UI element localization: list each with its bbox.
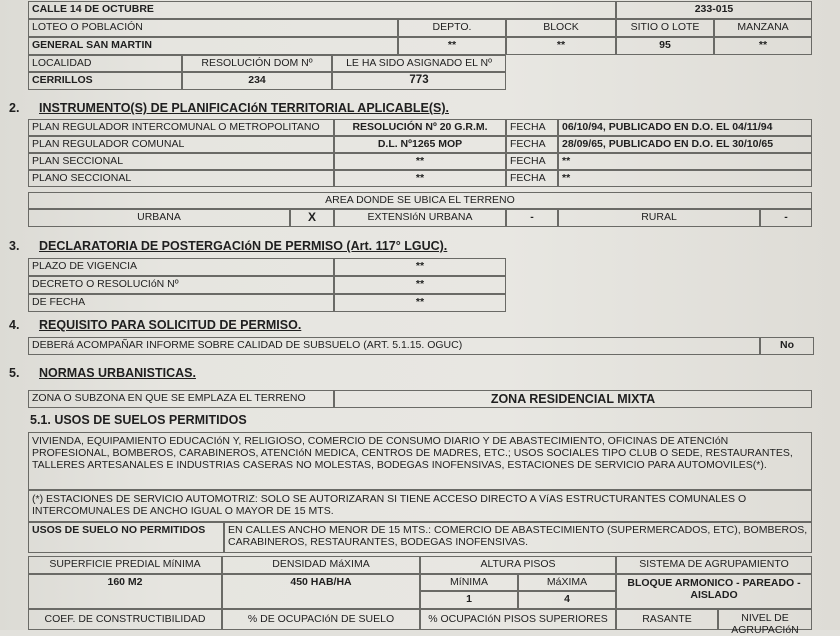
zona-label: ZONA O SUBZONA EN QUE SE EMPLAZA EL TERRENO xyxy=(28,390,334,408)
punch-mark xyxy=(0,117,5,127)
loteo-value: GENERAL SAN MARTIN xyxy=(28,37,398,55)
plan-row-1-value: RESOLUCIÓN Nº 20 G.R.M. xyxy=(334,119,506,136)
plan-row-3-fecha-value: ** xyxy=(558,153,812,170)
ocupacion-superiores-label: % OCUPACIóN PISOS SUPERIORES xyxy=(420,609,616,630)
postergacion-row-1-label: PLAZO DE VIGENCIA xyxy=(28,258,334,276)
section-4-title: 4. REQUISITO PARA SOLICITUD DE PERMISO. xyxy=(9,318,302,332)
no-permitidos-text: EN CALLES ANCHO MENOR DE 15 MTS.: COMERCIO DE ABASTECIMIENTO (SUPERMERCADOS, ETC), BOMBEROS, CARABINEROS, RESTAURANTES, BODEGAS INOFENSIVAS. xyxy=(224,522,812,553)
plan-row-4-fecha-label: FECHA xyxy=(506,170,558,187)
sitio-label: SITIO O LOTE xyxy=(616,19,714,37)
altura-min-value: 1 xyxy=(420,591,518,609)
altura-min-label: MíNIMA xyxy=(420,574,518,591)
usos-permitidos-title: 5.1. USOS DE SUELOS PERMITIDOS xyxy=(30,413,247,427)
plan-row-1-fecha-value: 06/10/94, PUBLICADO EN D.O. EL 04/11/94 xyxy=(558,119,812,136)
agrupamiento-value: BLOQUE ARMONICO - PAREADO - AISLADO xyxy=(616,574,812,609)
plan-row-4-fecha-value: ** xyxy=(558,170,812,187)
postergacion-row-1-value: ** xyxy=(334,258,506,276)
plan-row-2-fecha-value: 28/09/65, PUBLICADO EN D.O. EL 30/10/65 xyxy=(558,136,812,153)
postergacion-row-3-value: ** xyxy=(334,294,506,312)
requisito-value: No xyxy=(760,337,814,355)
plan-row-2-fecha-label: FECHA xyxy=(506,136,558,153)
localidad-label: LOCALIDAD xyxy=(28,55,182,72)
resolucion-label: RESOLUCIÓN DOM Nº xyxy=(182,55,332,72)
no-permitidos-label: USOS DE SUELO NO PERMITIDOS xyxy=(28,522,224,553)
plan-row-1-fecha-label: FECHA xyxy=(506,119,558,136)
area-title: AREA DONDE SE UBICA EL TERRENO xyxy=(28,192,812,209)
street-cell: CALLE 14 DE OCTUBRE xyxy=(28,1,616,19)
plan-row-3-label: PLAN SECCIONAL xyxy=(28,153,334,170)
altura-label: ALTURA PISOS xyxy=(420,556,616,574)
postergacion-row-3-label: DE FECHA xyxy=(28,294,334,312)
altura-max-label: MáXIMA xyxy=(518,574,616,591)
superficie-value: 160 M2 xyxy=(28,574,222,609)
superficie-label: SUPERFICIE PREDIAL MíNIMA xyxy=(28,556,222,574)
resolucion-value: 234 xyxy=(182,72,332,90)
densidad-label: DENSIDAD MáXIMA xyxy=(222,556,420,574)
plan-row-3-fecha-label: FECHA xyxy=(506,153,558,170)
plan-row-4-label: PLANO SECCIONAL xyxy=(28,170,334,187)
ocupacion-label: % DE OCUPACIóN DE SUELO xyxy=(222,609,420,630)
area-extension-mark: - xyxy=(506,209,558,227)
plan-row-2-label: PLAN REGULADOR COMUNAL xyxy=(28,136,334,153)
requisito-text: DEBERá ACOMPAÑAR INFORME SOBRE CALIDAD DE SUBSUELO (ART. 5.1.15. OGUC) xyxy=(28,337,760,355)
postergacion-row-2-value: ** xyxy=(334,276,506,294)
asignado-value: 773 xyxy=(332,72,506,90)
section-2-title: 2. INSTRUMENTO(S) DE PLANIFICACIóN TERRITORIAL APLICABLE(S). xyxy=(9,101,449,115)
area-urbana-label: URBANA xyxy=(28,209,290,227)
section-5-title: 5. NORMAS URBANISTICAS. xyxy=(9,366,196,380)
area-urbana-mark: X xyxy=(290,209,334,227)
coef-label: COEF. DE CONSTRUCTIBILIDAD xyxy=(28,609,222,630)
sitio-value: 95 xyxy=(616,37,714,55)
asignado-label: LE HA SIDO ASIGNADO EL Nº xyxy=(332,55,506,72)
localidad-value: CERRILLOS xyxy=(28,72,182,90)
postergacion-row-2-label: DECRETO O RESOLUCIóN Nº xyxy=(28,276,334,294)
section-3-title: 3. DECLARATORIA DE POSTERGACIóN DE PERMISO (Art. 117° LGUC). xyxy=(9,239,448,253)
plan-row-1-label: PLAN REGULADOR INTERCOMUNAL O METROPOLITANO xyxy=(28,119,334,136)
plan-row-4-value: ** xyxy=(334,170,506,187)
nivel-agrupacion-label: NIVEL DE AGRUPACIóN xyxy=(718,609,812,630)
altura-max-value: 4 xyxy=(518,591,616,609)
agrupamiento-label: SISTEMA DE AGRUPAMIENTO xyxy=(616,556,812,574)
plan-row-2-value: D.L. Nº1265 MOP xyxy=(334,136,506,153)
estaciones-note: (*) ESTACIONES DE SERVICIO AUTOMOTRIZ: SOLO SE AUTORIZARAN SI TIENE ACCESO DIRECTO A VíAS ESTRUCTURANTES COMUNALES O INTERCOMUNALES DE ANCHO IGUAL O MAYOR DE 15 MTS. xyxy=(28,490,812,522)
densidad-value: 450 HAB/HA xyxy=(222,574,420,609)
area-rural-label: RURAL xyxy=(558,209,760,227)
rasante-label: RASANTE xyxy=(616,609,718,630)
area-rural-mark: - xyxy=(760,209,812,227)
manzana-label: MANZANA xyxy=(714,19,812,37)
loteo-label: LOTEO O POBLACIÓN xyxy=(28,19,398,37)
area-extension-label: EXTENSIóN URBANA xyxy=(334,209,506,227)
zona-value: ZONA RESIDENCIAL MIXTA xyxy=(334,390,812,408)
rol-cell: 233-015 xyxy=(616,1,812,19)
block-value: ** xyxy=(506,37,616,55)
plan-row-3-value: ** xyxy=(334,153,506,170)
block-label: BLOCK xyxy=(506,19,616,37)
manzana-value: ** xyxy=(714,37,812,55)
usos-permitidos-text: VIVIENDA, EQUIPAMIENTO EDUCACIóN Y, RELIGIOSO, COMERCIO DE CONSUMO DIARIO Y DE ABASTECIMIENTO, OFICINAS DE ATENCIóN PROFESIONAL, BOMBEROS, CARABINEROS, ATENCIóN MEDICA, CENTROS DE MADRES, ETC.; USOS SOCIALES TIPO CLUB O SEDE, RESTAURANTES, TALLERES ARTESANALES E INDUSTRIAS CASERAS NO MOLESTAS, BODEGAS INOFENSIVAS, ESTACIONES DE SERVICIO PARA AUTOMOVILES(*). xyxy=(28,432,812,490)
depto-value: ** xyxy=(398,37,506,55)
depto-label: DEPTO. xyxy=(398,19,506,37)
